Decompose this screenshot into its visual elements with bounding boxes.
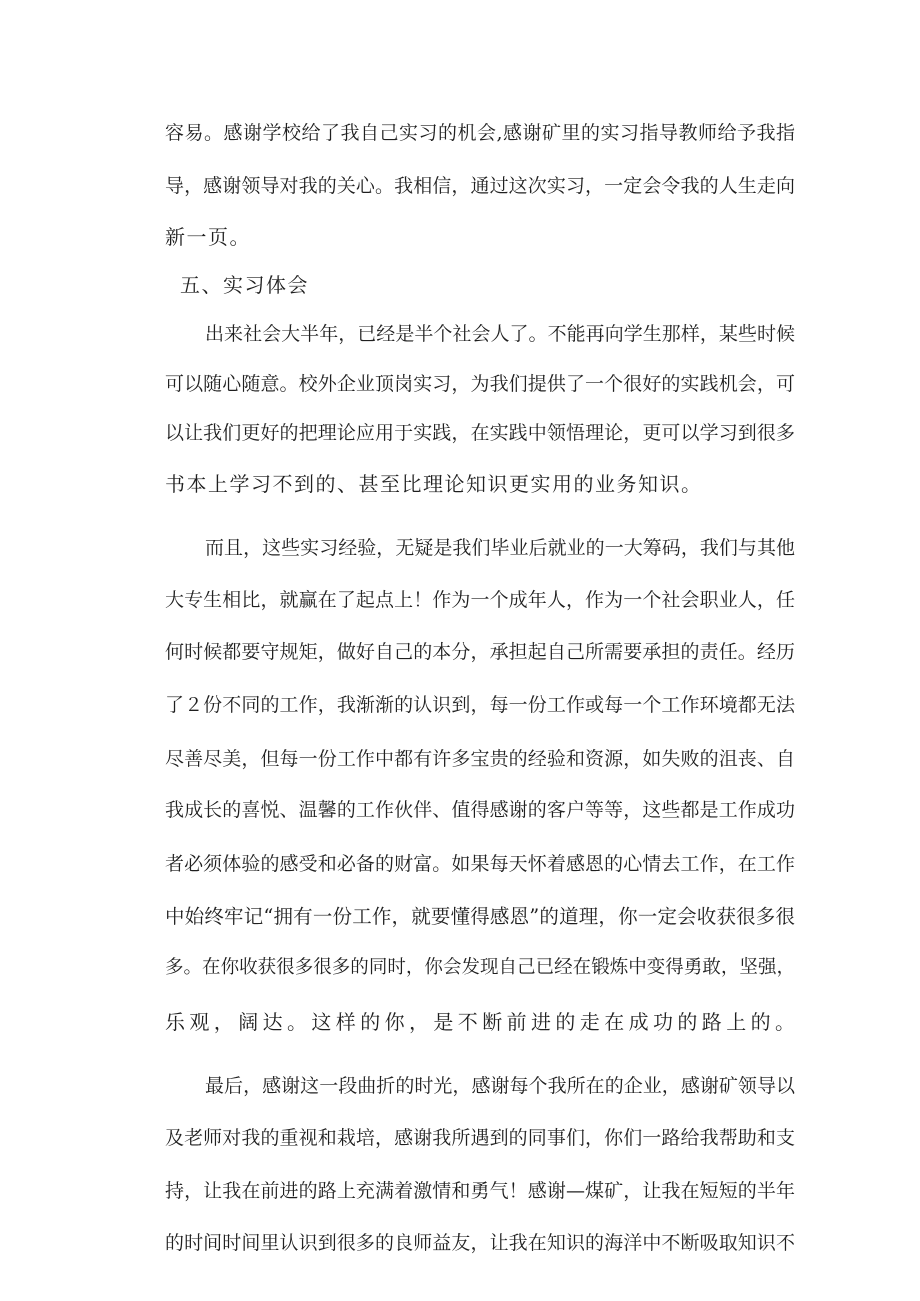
text-line: 尽善尽美，但每一份工作中都有许多宝贵的经验和资源，如失败的沮丧、自 <box>165 748 796 770</box>
text-line: 中始终牢记“拥有一份工作，就要懂得感恩”的道理，你一定会收获很多很 <box>165 905 796 928</box>
text-line: 最后，感谢这一段曲折的时光，感谢每个我所在的企业，感谢矿领导以 <box>205 1075 796 1097</box>
text-line: 了２份不同的工作，我渐渐的认识到，每一份工作或每一个工作环境都无法 <box>165 694 796 716</box>
text-line: 书本上学习不到的、甚至比理论知识更实用的业务知识。 <box>165 472 703 496</box>
text-line: 大专生相比，就赢在了起点上！作为一个成年人，作为一个社会职业人，任 <box>165 589 796 611</box>
text-line: 多。在你收获很多很多的同时，你会发现自己已经在锻炼中变得勇敢，坚强， <box>165 957 796 978</box>
text-line: 的时间时间里认识到很多的良师益友，让我在知识的海洋中不断吸取知识不 <box>165 1232 796 1254</box>
text-line: 我成长的喜悦、温馨的工作伙伴、值得感谢的客户等等，这些都是工作成功 <box>165 799 796 821</box>
text-line: 何时候都要守规矩，做好自己的本分，承担起自己所需要承担的责任。经历 <box>165 641 796 663</box>
heading-text: 五、实习体会 <box>180 273 309 297</box>
text-line: 导，感谢领导对我的关心。我相信，通过这次实习，一定会令我的人生走向 <box>165 175 796 197</box>
text-line: 及老师对我的重视和栽培，感谢我所遇到的同事们，你们一路给我帮助和支 <box>165 1127 796 1149</box>
text-line: 持，让我在前进的路上充满着激情和勇气！感谢—煤矿，让我在短短的半年 <box>165 1180 796 1202</box>
text-line: 出来社会大半年，已经是半个社会人了。不能再向学生那样，某些时候 <box>205 323 796 345</box>
text-line: 容易。感谢学校给了我自己实习的机会,感谢矿里的实习指导教师给予我指 <box>165 122 796 144</box>
text-line: 以让我们更好的把理论应用于实践，在实践中领悟理论，更可以学习到很多 <box>165 422 796 444</box>
text-line: 新一页。 <box>165 225 251 249</box>
text-line: 乐观，阔达。这样的你，是不断前进的走在成功的路上的。 <box>165 1010 800 1034</box>
text-line: 而且，这些实习经验，无疑是我们毕业后就业的一大筹码，我们与其他 <box>205 537 796 559</box>
text-line: 者必须体验的感受和必备的财富。如果每天怀着感恩的心情去工作，在工作 <box>165 853 796 875</box>
text-line: 可以随心随意。校外企业顶岗实习，为我们提供了一个很好的实践机会，可 <box>165 373 796 395</box>
